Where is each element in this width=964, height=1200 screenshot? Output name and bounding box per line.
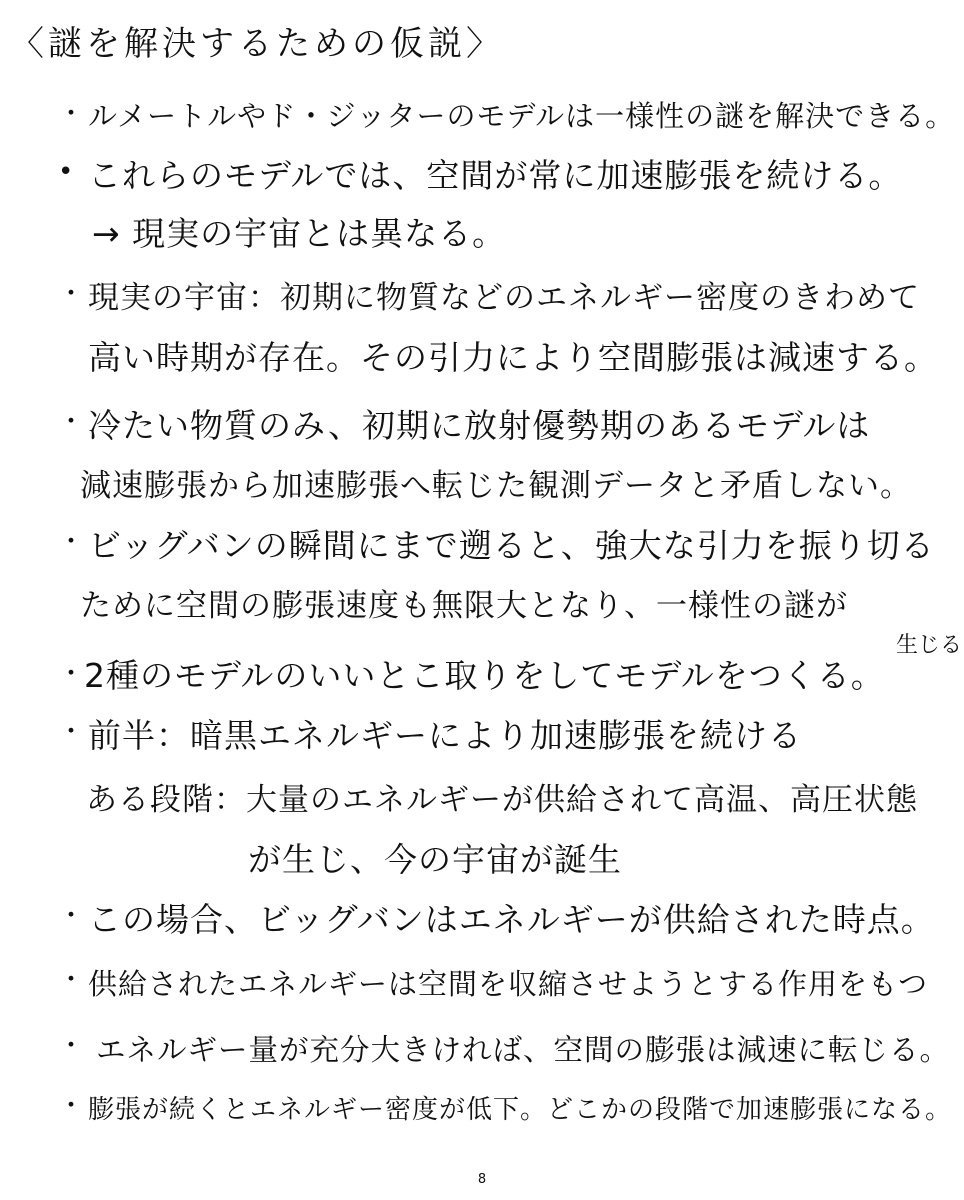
note-line: 減速膨張から加速膨張へ転じた観測データと矛盾しない。 [80, 468, 912, 504]
note-line: 2種のモデルのいいとこ取りをしてモデルをつくる。 [84, 656, 885, 695]
page-title: 〈謎を解決するための仮説〉 [10, 24, 504, 64]
note-line: エネルギー量が充分大きければ、空間の膨張は減速に転じる。 [96, 1033, 951, 1067]
bullet-marker: ・ [58, 717, 85, 747]
bullet-marker: ・ [58, 659, 85, 689]
margin-note: 生じる [896, 633, 963, 658]
note-line: 現実の宇宙：初期に物質などのエネルギー密度のきわめて [88, 280, 920, 316]
bullet-marker: ・ [58, 407, 85, 437]
note-line: 前半：暗黒エネルギーにより加速膨張を続ける [88, 716, 802, 755]
page-number: 8 [477, 1172, 487, 1187]
note-line: ために空間の膨張速度も無限大となり、一様性の謎が [80, 588, 848, 624]
bullet-marker: ・ [58, 527, 85, 557]
note-line: 冷たい物質のみ、初期に放射優勢期のあるモデルは [88, 406, 871, 445]
note-line: が生じ、今の宇宙が誕生 [248, 840, 622, 879]
note-line: ビッグバンの瞬間にまで遡ると、強大な引力を振り切る [88, 526, 935, 565]
bullet-marker: ・ [58, 99, 85, 129]
note-line: これらのモデルでは、空間が常に加速膨張を続ける。 [88, 156, 903, 195]
note-line: 供給されたエネルギーは空間を収縮させようとする作用をもつ [88, 967, 929, 1001]
bullet-marker: ・ [58, 1031, 85, 1061]
bullet-marker: ・ [58, 1091, 85, 1121]
note-line: ルメートルやド・ジッターのモデルは一様性の謎を解決できる。 [88, 99, 956, 133]
note-line: → 現実の宇宙とは異なる。 [92, 214, 507, 253]
note-line: この場合、ビッグバンはエネルギーが供給された時点。 [88, 900, 935, 939]
bullet-marker: ・ [58, 901, 85, 931]
bullet-marker: ・ [58, 965, 85, 995]
note-line: ある段階：大量のエネルギーが供給されて高温、高圧状態 [86, 782, 918, 818]
note-line: 高い時期が存在。その引力により空間膨張は減速する。 [88, 338, 938, 377]
bullet-marker: • [58, 157, 74, 187]
bullet-marker: ・ [58, 279, 85, 309]
note-line: 膨張が続くとエネルギー密度が低下。どこかの段階で加速膨張になる。 [88, 1095, 953, 1125]
